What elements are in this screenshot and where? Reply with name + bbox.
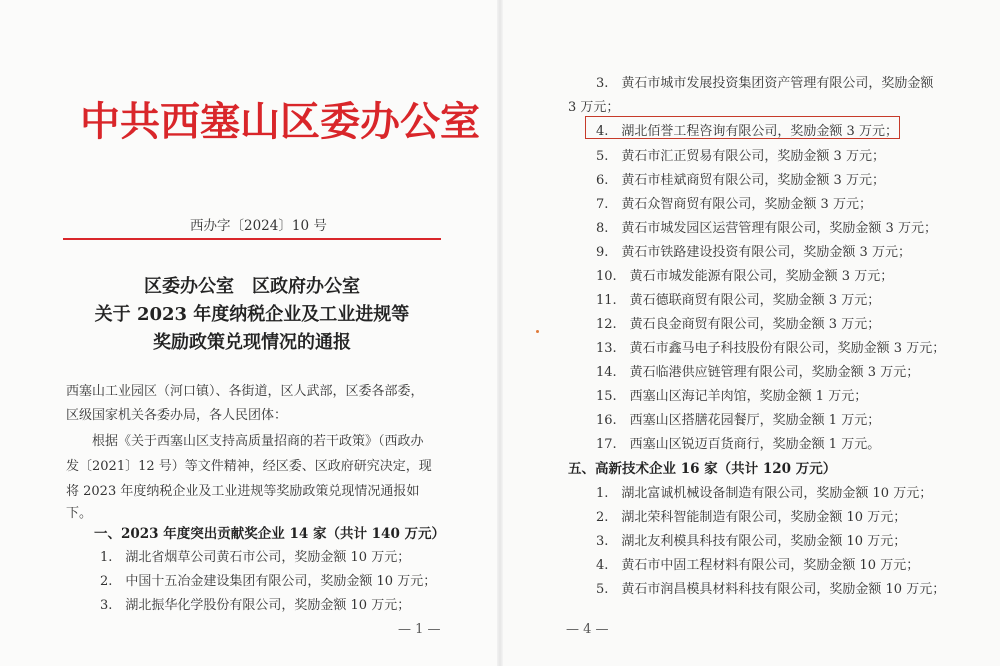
list-item: 1. 湖北富诚机械设备制造有限公司，奖励金额 10 万元；	[596, 486, 933, 501]
recipients-line-1: 西塞山工业园区（河口镇）、各街道，区人武部，区委各部委，	[66, 384, 424, 399]
list-item: 17. 西塞山区锐迈百货商行，奖励金额 1 万元。	[596, 437, 881, 452]
list-item: 9. 黄石市铁路建设投资有限公司，奖励金额 3 万元；	[596, 245, 911, 260]
list-item: 3. 湖北友利模具科技有限公司，奖励金额 10 万元；	[596, 534, 907, 549]
body-line-4: 下。	[66, 506, 93, 521]
page-number-left: — 1 —	[398, 622, 441, 637]
body-line-1: 根据《关于西塞山区支持高质量招商的若干政策》（西政办	[92, 434, 424, 449]
doc-title-line-2: 关于 2023 年度纳税企业及工业进规等	[94, 304, 410, 325]
list-item: 16. 西塞山区搭膳花园餐厅，奖励金额 1 万元；	[596, 413, 881, 428]
list-item: 10. 黄石市城发能源有限公司，奖励金额 3 万元；	[596, 269, 894, 284]
page-number-right: — 4 —	[566, 622, 609, 637]
list-item: 15. 西塞山区海记羊肉馆，奖励金额 1 万元；	[596, 389, 868, 404]
org-header: 中共西塞山区委办公室	[80, 98, 480, 145]
body-line-2: 发〔2021〕12 号）等文件精神，经区委、区政府研究决定，现	[66, 459, 432, 474]
list-item: 3 万元；	[568, 100, 620, 115]
list-item: 3. 黄石市城市发展投资集团资产管理有限公司，奖励金额	[596, 76, 934, 91]
list-item: 12. 黄石良金商贸有限公司，奖励金额 3 万元；	[596, 317, 881, 332]
list-item: 6. 黄石市桂斌商贸有限公司，奖励金额 3 万元；	[596, 173, 885, 188]
section-1-title: 一、2023 年度突出贡献奖企业 14 家（共计 140 万元）	[94, 526, 446, 542]
red-divider	[63, 238, 441, 240]
list-item: 2. 湖北荣科智能制造有限公司，奖励金额 10 万元；	[596, 510, 907, 525]
list-item: 7. 黄石众智商贸有限公司，奖励金额 3 万元；	[596, 197, 872, 212]
list-item: 1. 湖北省烟草公司黄石市公司，奖励金额 10 万元；	[100, 550, 411, 565]
recipients-line-2: 区级国家机关各委办局，各人民团体：	[66, 408, 288, 423]
scan-speck	[536, 330, 539, 333]
list-item: 5. 黄石市润昌模具材料科技有限公司，奖励金额 10 万元；	[596, 582, 946, 597]
list-item: 14. 黄石临港供应链管理有限公司，奖励金额 3 万元；	[596, 365, 920, 380]
list-item: 8. 黄石市城发园区运营管理有限公司，奖励金额 3 万元；	[596, 221, 937, 236]
list-item: 13. 黄石市鑫马电子科技股份有限公司，奖励金额 3 万元；	[596, 341, 946, 356]
section-5-title: 五、高新技术企业 16 家（共计 120 万元）	[568, 461, 837, 477]
list-item-highlighted: 4. 湖北佰誉工程咨询有限公司，奖励金额 3 万元；	[596, 124, 898, 139]
doc-number: 西办字〔2024〕10 号	[190, 218, 327, 234]
body-line-3: 将 2023 年度纳税企业及工业进规等奖励政策兑现情况通报如	[66, 484, 420, 499]
page-fold	[497, 0, 503, 666]
list-item: 4. 黄石市中固工程材料有限公司，奖励金额 10 万元；	[596, 558, 920, 573]
list-item: 2. 中国十五冶金建设集团有限公司，奖励金额 10 万元；	[100, 574, 437, 589]
doc-title-line-3: 奖励政策兑现情况的通报	[153, 332, 351, 353]
list-item: 3. 湖北振华化学股份有限公司，奖励金额 10 万元；	[100, 598, 411, 613]
list-item: 11. 黄石德联商贸有限公司，奖励金额 3 万元；	[596, 293, 881, 308]
list-item: 5. 黄石市汇正贸易有限公司，奖励金额 3 万元；	[596, 149, 885, 164]
doc-title-line-1: 区委办公室 区政府办公室	[144, 276, 360, 297]
